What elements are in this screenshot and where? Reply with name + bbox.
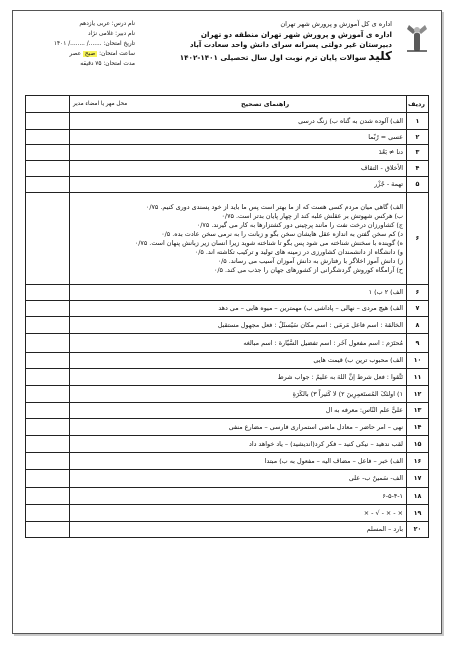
answer-line: دنا ≠ بَعُدَ [378,148,403,156]
exam-time-suffix: عصر [69,51,83,57]
score-cell [26,453,70,470]
answer-line: ه) گوینده با سخنش شناخته می شود پس بگو تا شناخته شوید زیرا انسان زیر زبانش پنهان است. ۰/۷۵ [134,238,403,247]
answer-line: مُحتَرَم : اسم مفعول آخَر : اسم تفضیل السَّیّارة : اسم مبالغه [243,338,403,347]
table-row [26,522,429,538]
course-name: نام درس: عربی یازدهم [79,21,135,27]
score-cell [26,505,70,522]
row-number: ۱۶ [407,453,429,470]
row-number: ۱۷ [407,470,429,488]
answer-line: الف) گاهی میان مردم کسی هست که از ما بهتر است پس ما باید از خود پسندی دوری کنیم. ۰/۷۵ [145,202,403,211]
answer-cell [70,505,407,522]
exam-meta [25,19,135,69]
row-number: ۶ [407,193,429,285]
answer-rows [26,113,429,538]
answer-line: الف) هیچ مردی – نهالی – پاداشی ب) مهمترین – میوه هایی – می دهد [218,304,403,312]
table-row [26,130,429,145]
answer-line: ب) هرکس شهوتش بر عقلش غلبه کند از چهار پایان بدتر است. ۰/۷۵ [221,211,403,220]
table-row [26,369,429,386]
school-info [137,19,392,63]
answer-line: د) کم سخن گفتن به اندازه عقل هایشان سخن بگو و زبانت را به نرمی سخن عادت بده. ۰/۵ [161,229,403,238]
answer-line: ج) کشاورزان درخت نفت را مانند پرچینی دور کشتزارها به کار می گیرند. ۰/۷۵ [196,220,403,229]
answer-line: تهمة - جُزْر [374,180,403,188]
score-cell [26,522,70,538]
answer-line: الف- سَمینٌ ب- علی [348,474,403,482]
answer-cell [70,436,407,453]
table-row [26,436,429,453]
answer-line: تَتَّقوا : فعل شرط اِنَّ اللهَ به علیمٌ : جواب شرط [277,372,403,381]
answer-line: علیٌّ علم النّاس: معرفه به ال [325,406,403,414]
score-cell [26,369,70,386]
score-cell [26,419,70,436]
org-line-3: دبیرستان غیر دولتی پسرانه سرای دانش واحد سعادت آباد [189,40,392,49]
score-cell [26,403,70,419]
education-logo-icon [403,21,431,55]
exam-duration: مدت امتحان: ۷۵ دقیقه [80,61,135,67]
answer-line: الف) محبوب ترین ب) قیمت هایی [313,356,403,364]
table-row [26,113,429,130]
answer-cell [70,353,407,369]
row-number: ۶ [407,285,429,301]
row-number: ۵ [407,177,429,193]
answer-line: عسی = رُبّما [368,132,403,141]
table-row [26,505,429,522]
score-cell [26,317,70,334]
answer-cell [70,145,407,161]
answer-line: ز) دانش آموز اخلاگر با رفتارش به دانش آموزان آسیب می رساند. ۰/۵ [217,256,403,265]
table-row [26,419,429,436]
score-cell [26,436,70,453]
answer-cell [70,403,407,419]
answer-line: بارد – المسلم [366,525,403,533]
row-number: ۱۱ [407,369,429,386]
row-number: ۱۳ [407,403,429,419]
table-row [26,470,429,488]
table-row [26,161,429,177]
exam-time-label: ساعت امتحان: [97,51,135,57]
table-row [26,488,429,505]
row-number: ۱۰ [407,353,429,369]
score-cell [26,386,70,403]
answer-cell [70,193,407,285]
answer-cell [70,419,407,436]
score-cell [26,488,70,505]
score-cell [26,193,70,285]
table-row [26,334,429,353]
answer-line: نهی – امر حاضر – معادل ماضی استمراری فارسی – مضارع منفی [228,422,403,431]
row-number: ۲ [407,130,429,145]
score-cell [26,177,70,193]
answer-line: الف) آلوده شدن به گناه ب) زنگ درسی [298,116,403,125]
answer-cell [70,113,407,130]
score-cell [26,470,70,488]
row-number: ۳ [407,145,429,161]
org-line-1: اداره ی کل آموزش و پرورش شهر تهران [280,20,392,28]
exam-time-value: صبح [84,51,96,57]
answer-key-page [12,10,442,634]
exam-header [17,15,437,93]
row-number: ۱ [407,113,429,130]
answer-line: لقب ندهید – نیکی کنید – فکر کرد(اندیشید) – یاد خواهد داد [249,439,403,448]
answer-cell [70,334,407,353]
answer-key-table [25,95,429,538]
key-label: کلید [368,48,392,63]
score-cell [26,161,70,177]
answer-line: ح) آرامگاه کوروش گردشگرانی از کشورهای جهان را جذب می کند. ۰/۵ [213,265,403,274]
answer-line: الف) ۲ ب) ۱ [368,288,403,296]
answer-cell [70,161,407,177]
answer-line: الخالقة : اسم فاعل مَرمَی : اسم مکان سَیُسئَلُ : فعل مجهول مستقبل [217,320,403,329]
row-number: ۱۸ [407,488,429,505]
row-number: ۴ [407,161,429,177]
row-number: ۱۹ [407,505,429,522]
answer-cell [70,386,407,403]
answer-line: الأخلاق - التقاف [361,164,403,172]
answer-cell [70,317,407,334]
answer-cell [70,301,407,317]
answer-cell [70,130,407,145]
table-row [26,145,429,161]
score-cell [26,113,70,130]
org-line-2: اداره ی آموزش و پرورش شهر تهران منطقه دو تهران [200,29,392,39]
answer-cell [70,522,407,538]
table-row [26,353,429,369]
answer-line: × - × - √ - × [363,508,403,517]
score-cell [26,130,70,145]
row-number: ۱۴ [407,419,429,436]
answer-cell [70,453,407,470]
row-number: ۹ [407,334,429,353]
teacher-name: نام دبیر: غلامی نژاد [87,31,135,37]
col-score [26,96,70,113]
col-answer-guide [70,96,407,113]
row-number: ۲۰ [407,522,429,538]
exam-date: تاریخ امتحان: ......./ ......../ ۱۴۰۱ [53,41,135,47]
answer-cell [70,285,407,301]
table-row [26,317,429,334]
answer-cell [70,177,407,193]
answer-line: ۱) اولئکَ المُستَعمِرِینَ ۲) لا کَثیراً ۳) بالکَرَةِ [292,389,403,398]
score-cell [26,301,70,317]
score-cell [26,145,70,161]
table-row [26,177,429,193]
col-sign-label: محل مهر یا امضاء مدیر [73,100,128,107]
exam-time [25,49,135,59]
answer-cell [70,369,407,386]
answer-line: و) دانشگاه از دانشمندان کشاورزی در زمینه های تولید و ترکیب تکاشته اند. ۰/۵ [194,247,403,256]
row-number: ۱۵ [407,436,429,453]
answer-cell [70,470,407,488]
table-row [26,285,429,301]
table-row [26,386,429,403]
table-row [26,193,429,285]
table-row [26,301,429,317]
answer-line: ۶-۵-۴-۱ [382,491,403,500]
row-number: ۷ [407,301,429,317]
exam-title [137,48,392,64]
answer-cell [70,488,407,505]
col-row-number: ردیف [407,96,429,113]
table-row [26,453,429,470]
answer-line: الف) خبر – فاعل – مضاف الیه – مفعول به ب) مبتدا [264,456,403,465]
score-cell [26,353,70,369]
exam-title-text: سوالات پایان ترم نوبت اول سال تحصیلی ۱۴۰۱-۱۴۰۲ [179,52,367,62]
row-number: ۸ [407,317,429,334]
table-row [26,403,429,419]
col-answer-label: راهنمای تصحیح [241,99,290,108]
table-header-row [26,96,429,113]
row-number: ۱۲ [407,386,429,403]
score-cell [26,285,70,301]
score-cell [26,334,70,353]
